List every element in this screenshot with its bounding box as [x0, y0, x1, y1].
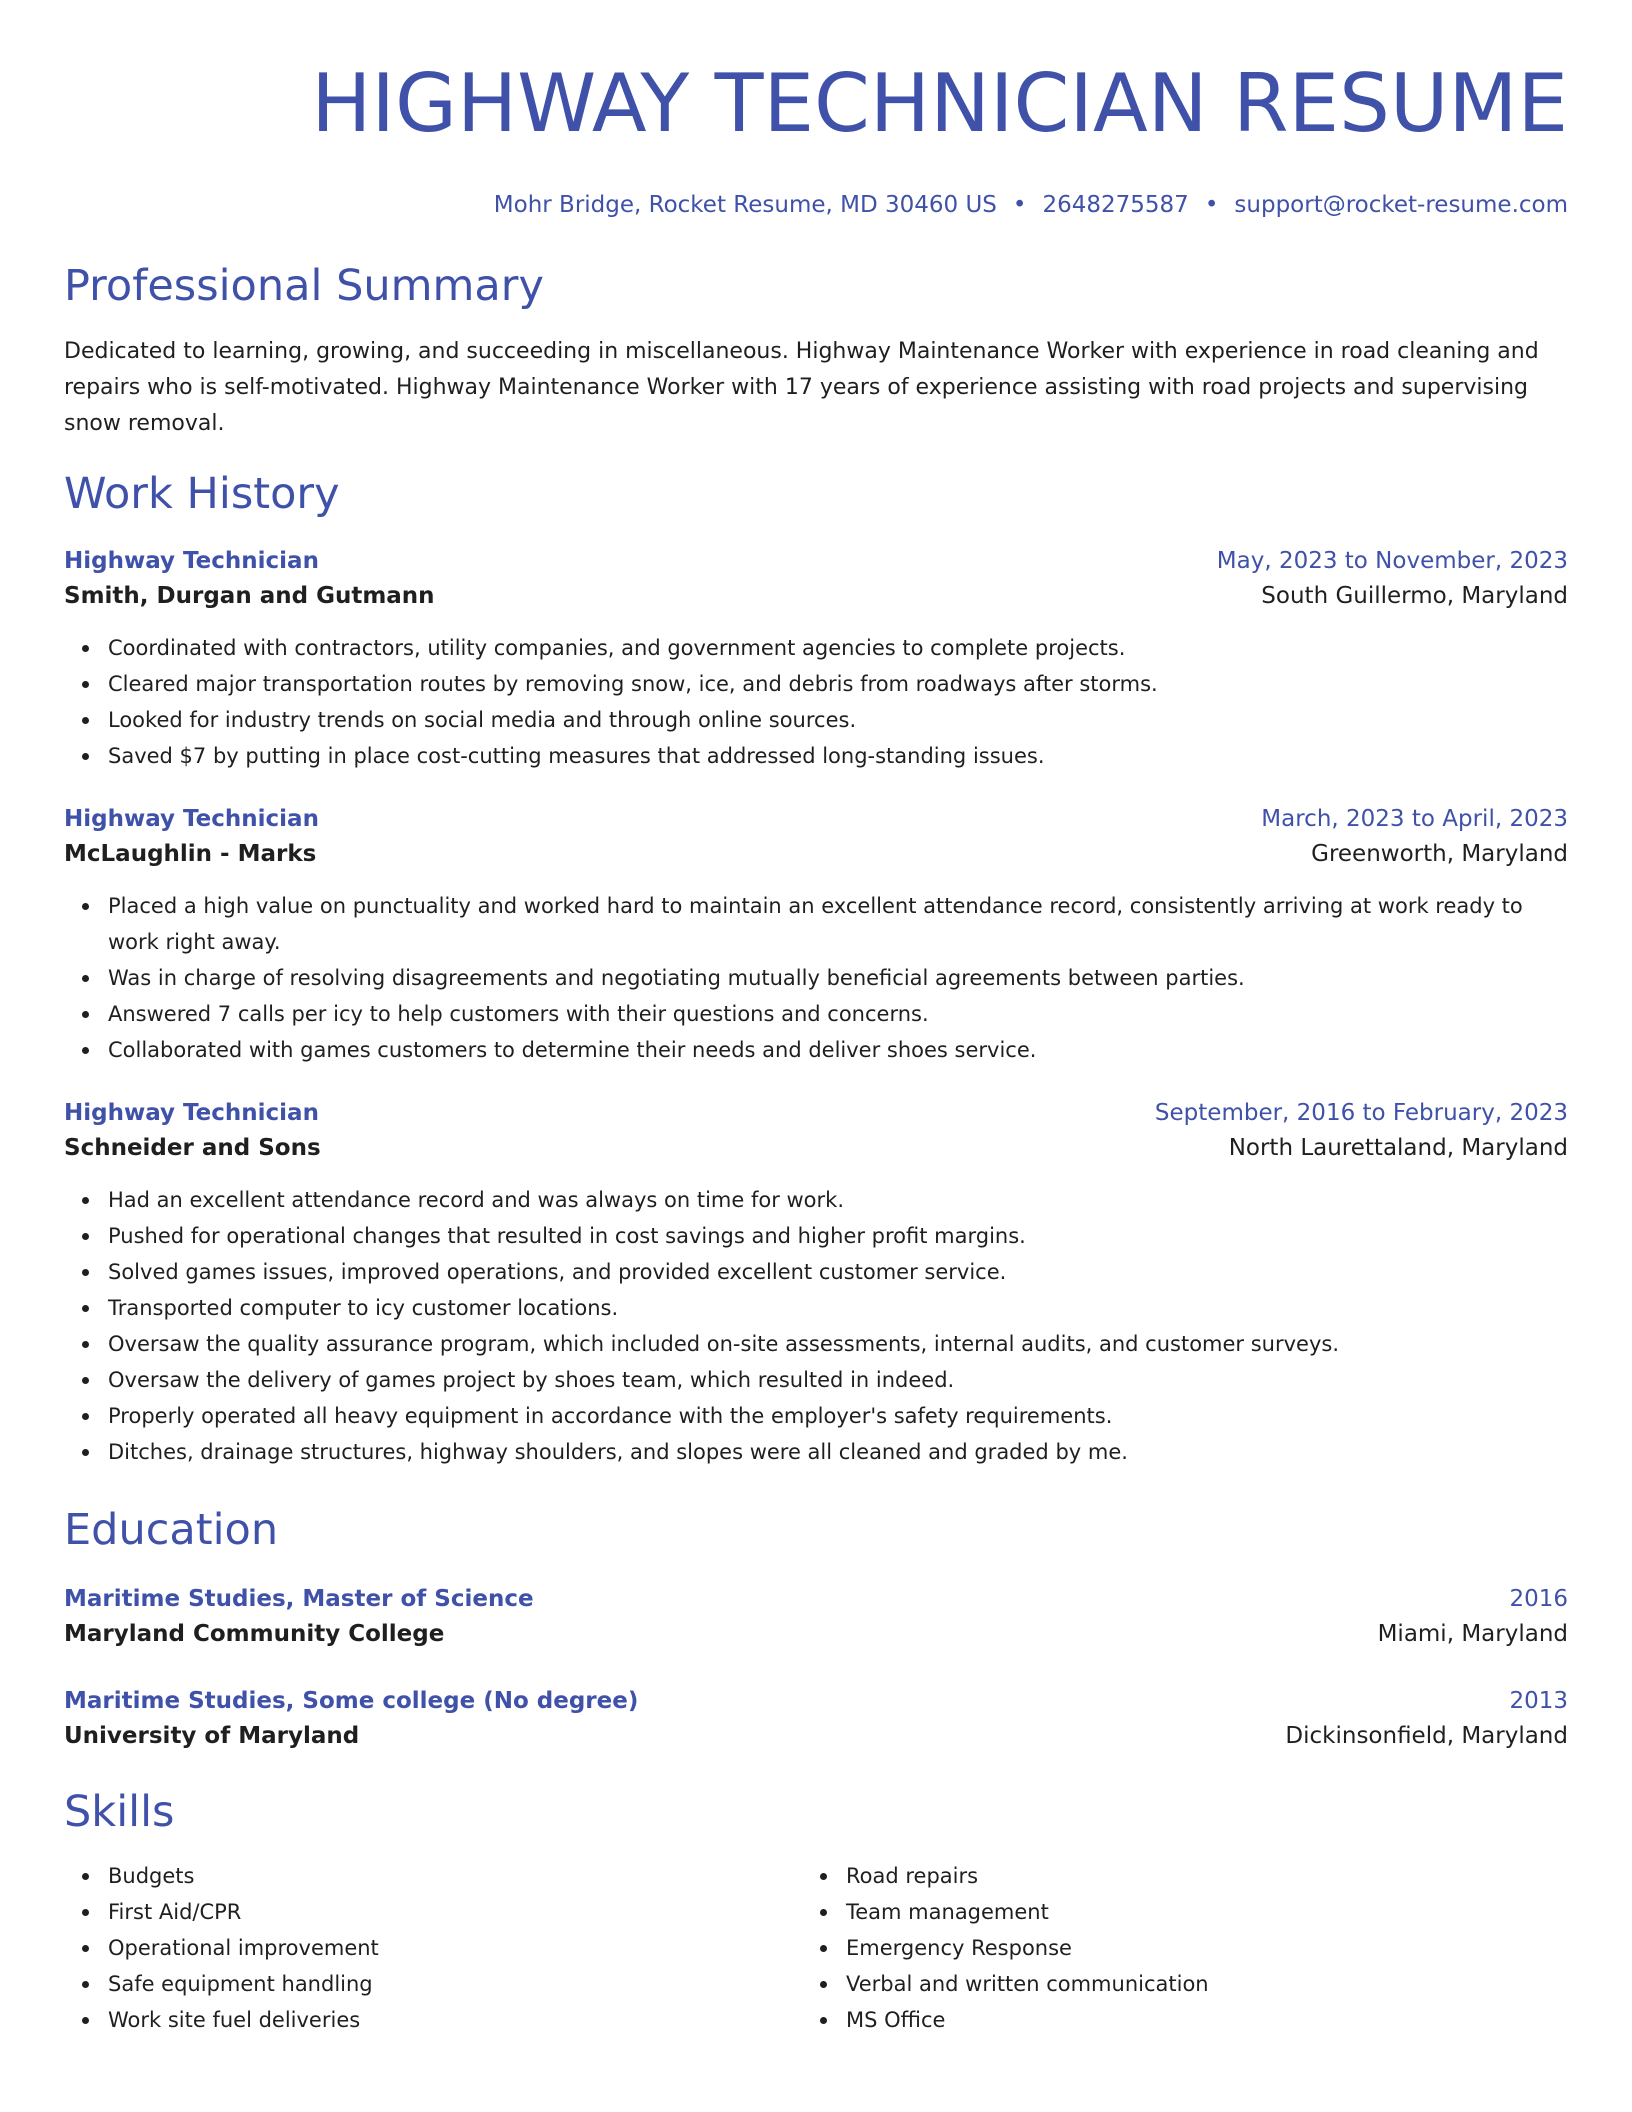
- job-bullet: Saved $7 by putting in place cost-cutting measures that addressed long-standing issues.: [108, 738, 1568, 774]
- education-year: 2016: [1509, 1586, 1568, 1612]
- job-bullet: Was in charge of resolving disagreements and negotiating mutually beneficial agreements between parties.: [108, 960, 1568, 996]
- skill-item: Team management: [846, 1894, 1540, 1930]
- job-bullet: Ditches, drainage structures, highway shoulders, and slopes were all cleaned and graded by me.: [108, 1434, 1568, 1470]
- job-bullet: Oversaw the quality assurance program, which included on-site assessments, internal audits, and customer surveys.: [108, 1326, 1568, 1362]
- job-bullet: Collaborated with games customers to determine their needs and deliver shoes service.: [108, 1032, 1568, 1068]
- job-bullet: Placed a high value on punctuality and worked hard to maintain an excellent attendance record, consistently arriving at work ready to work right away.: [108, 888, 1568, 960]
- job-bullet: Had an excellent attendance record and was always on time for work.: [108, 1182, 1568, 1218]
- education-degree: Maritime Studies, Master of Science: [64, 1586, 534, 1612]
- job-bullet: Transported computer to icy customer locations.: [108, 1290, 1568, 1326]
- education-heading: Education: [64, 1505, 279, 1555]
- contact-separator: •: [1204, 192, 1219, 218]
- job-company: McLaughlin - Marks: [64, 841, 317, 867]
- education-entry: [64, 1582, 1568, 1652]
- job-title: Highway Technician: [64, 548, 319, 574]
- contact-line: [64, 190, 1568, 220]
- resume-title: HIGHWAY TECHNICIAN RESUME: [311, 57, 1568, 150]
- job-title: Highway Technician: [64, 1100, 319, 1126]
- job-bullets: [64, 630, 1568, 774]
- job-company: Smith, Durgan and Gutmann: [64, 583, 435, 609]
- contact-phone: 2648275587: [1042, 192, 1189, 218]
- skills-grid: [64, 1850, 1568, 2038]
- skills-list: [64, 1858, 802, 2038]
- education-degree: Maritime Studies, Some college (No degree): [64, 1688, 639, 1714]
- job-entry: [64, 544, 1568, 774]
- skill-item: First Aid/CPR: [108, 1894, 802, 1930]
- skill-item: MS Office: [846, 2002, 1540, 2038]
- skills-column-right: [802, 1850, 1540, 2038]
- job-entry: [64, 1096, 1568, 1470]
- job-dates: September, 2016 to February, 2023: [1154, 1100, 1568, 1126]
- skill-item: Operational improvement: [108, 1930, 802, 1966]
- education-location: Miami, Maryland: [1377, 1621, 1568, 1647]
- summary-text: Dedicated to learning, growing, and succeeding in miscellaneous. Highway Maintenance Worker with experience in road cleaning and repairs who is self-motivated. Highway Maintenance Worker with 17 years of experience assisting with road projects and supervising snow removal.: [64, 339, 1539, 436]
- job-entry: [64, 802, 1568, 1068]
- skill-item: Budgets: [108, 1858, 802, 1894]
- skill-item: Safe equipment handling: [108, 1966, 802, 2002]
- education-school: Maryland Community College: [64, 1621, 445, 1647]
- contact-email[interactable]: support@rocket-resume.com: [1234, 192, 1568, 218]
- summary-heading: Professional Summary: [64, 261, 544, 311]
- contact-address: Mohr Bridge, Rocket Resume, MD 30460 US: [493, 192, 997, 218]
- job-dates: March, 2023 to April, 2023: [1261, 806, 1568, 832]
- job-location: Greenworth, Maryland: [1311, 841, 1568, 867]
- skills-list: [802, 1858, 1540, 2038]
- job-bullet: Cleared major transportation routes by removing snow, ice, and debris from roadways after storms.: [108, 666, 1568, 702]
- job-bullet: Looked for industry trends on social media and through online sources.: [108, 702, 1568, 738]
- skills-column-left: [64, 1850, 802, 2038]
- skill-item: Work site fuel deliveries: [108, 2002, 802, 2038]
- skill-item: Verbal and written communication: [846, 1966, 1540, 2002]
- job-bullet: Answered 7 calls per icy to help customers with their questions and concerns.: [108, 996, 1568, 1032]
- skill-item: Road repairs: [846, 1858, 1540, 1894]
- job-location: North Laurettaland, Maryland: [1228, 1135, 1568, 1161]
- job-bullet: Pushed for operational changes that resulted in cost savings and higher profit margins.: [108, 1218, 1568, 1254]
- skill-item: Emergency Response: [846, 1930, 1540, 1966]
- work-history-heading: Work History: [64, 469, 340, 519]
- education-entry: [64, 1684, 1568, 1754]
- job-title: Highway Technician: [64, 806, 319, 832]
- job-company: Schneider and Sons: [64, 1135, 321, 1161]
- skills-heading: Skills: [64, 1787, 175, 1837]
- job-bullet: Solved games issues, improved operations, and provided excellent customer service.: [108, 1254, 1568, 1290]
- job-location: South Guillermo, Maryland: [1261, 583, 1568, 609]
- job-bullet: Oversaw the delivery of games project by shoes team, which resulted in indeed.: [108, 1362, 1568, 1398]
- job-dates: May, 2023 to November, 2023: [1216, 548, 1568, 574]
- contact-separator: •: [1012, 192, 1027, 218]
- job-bullets: [64, 1182, 1568, 1470]
- education-year: 2013: [1509, 1688, 1568, 1714]
- job-bullet: Coordinated with contractors, utility companies, and government agencies to complete projects.: [108, 630, 1568, 666]
- job-bullets: [64, 888, 1568, 1068]
- education-school: University of Maryland: [64, 1723, 360, 1749]
- education-location: Dickinsonfield, Maryland: [1285, 1723, 1568, 1749]
- job-bullet: Properly operated all heavy equipment in accordance with the employer's safety requirements.: [108, 1398, 1568, 1434]
